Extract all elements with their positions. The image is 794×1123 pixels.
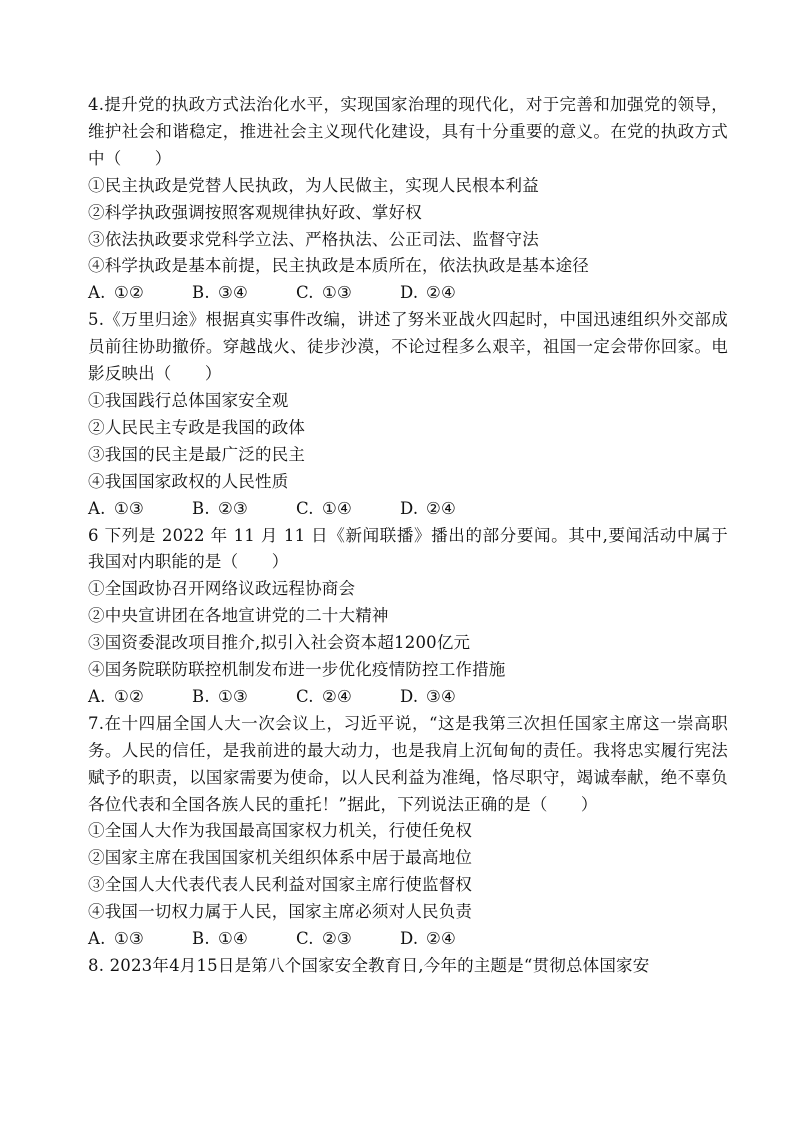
choice-a: A. ①② xyxy=(88,283,144,303)
choice-a: A. ①③ xyxy=(88,498,144,518)
statement-option: ①民主执政是党替人民执政，为人民做主，实现人民根本利益 xyxy=(88,175,539,195)
choice-a: A. ①③ xyxy=(88,929,144,949)
question-6 xyxy=(88,523,728,711)
answer-choices xyxy=(88,280,728,307)
statement-option: ②中央宣讲团在各地宣讲党的二十大精神 xyxy=(88,606,389,626)
choice-c: C. ①③ xyxy=(296,283,352,303)
statement-option: ①全国人大作为我国最高国家权力机关，行使任免权 xyxy=(88,821,473,841)
statement-option: ④我国国家政权的人民性质 xyxy=(88,471,289,491)
statement-option: ④国务院联防联控机制发布进一步优化疫情防控工作措施 xyxy=(88,660,506,680)
choice-b: B. ①④ xyxy=(192,929,248,949)
statement-option: ①全国政协召开网络议政远程协商会 xyxy=(88,579,356,599)
choice-b: B. ③④ xyxy=(192,283,248,303)
question-7 xyxy=(88,711,728,953)
choice-d: D. ②④ xyxy=(400,498,456,518)
statement-option: ④我国一切权力属于人民，国家主席必须对人民负责 xyxy=(88,902,473,922)
answer-choices xyxy=(88,684,728,711)
statement-option: ③全国人大代表代表人民利益对国家主席行使监督权 xyxy=(88,875,473,895)
question-stem: 7.在十四届全国人大一次会议上，习近平说，“这是我第三次担任国家主席这一崇高职务。人民的信任，是我前进的最大动力，也是我肩上沉甸甸的责任。我将忠实履行宪法赋予的职责，以国家需要为使命，以人民利益为准绳，恪尽职守，竭诚奉献，绝不辜负各位代表和全国各族人民的重托！”据此，下列说法正确的是（ ） xyxy=(88,713,728,814)
statement-option: ④科学执政是基本前提，民主执政是本质所在，依法执政是基本途径 xyxy=(88,256,589,276)
answer-choices xyxy=(88,496,728,523)
statement-option: ②国家主席在我国国家机关组织体系中居于最高地位 xyxy=(88,848,473,868)
choice-b: B. ②③ xyxy=(192,498,248,518)
choice-d: D. ②④ xyxy=(400,283,456,303)
question-4 xyxy=(88,92,728,307)
choice-c: C. ①④ xyxy=(296,498,352,518)
statement-option: ①我国践行总体国家安全观 xyxy=(88,390,289,410)
question-8-stem: 8. 2023年4月15日是第八个国家安全教育日,今年的主题是“贯彻总体国家安 xyxy=(88,956,650,975)
choice-b: B. ①③ xyxy=(192,686,248,706)
exam-page xyxy=(88,92,728,980)
question-stem: 5.《万里归途》根据真实事件改编，讲述了努米亚战火四起时，中国迅速组织外交部成员前往协助撤侨。穿越战火、徒步沙漠，不论过程多么艰辛，祖国一定会带你回家。电影反映出（ ） xyxy=(88,310,728,384)
statement-option: ②科学执政强调按照客观规律执好政、掌好权 xyxy=(88,202,422,222)
statement-option: ③依法执政要求党科学立法、严格执法、公正司法、监督守法 xyxy=(88,229,539,249)
answer-choices xyxy=(88,926,728,953)
choice-d: D. ②④ xyxy=(400,929,456,949)
statement-option: ③国资委混改项目推介,拟引入社会资本超1200亿元 xyxy=(88,633,471,653)
statement-option: ②人民民主专政是我国的政体 xyxy=(88,417,306,437)
question-5 xyxy=(88,307,728,522)
statement-option: ③我国的民主是最广泛的民主 xyxy=(88,444,306,464)
choice-c: C. ②④ xyxy=(296,686,352,706)
question-stem: 4.提升党的执政方式法治化水平，实现国家治理的现代化，对于完善和加强党的领导，维护社会和谐稳定，推进社会主义现代化建设，具有十分重要的意义。在党的执政方式中（ ） xyxy=(88,95,728,168)
choice-d: D. ③④ xyxy=(400,686,456,706)
choice-a: A. ①② xyxy=(88,686,144,706)
choice-c: C. ②③ xyxy=(296,929,352,949)
question-stem: 6 下列是 2022 年 11 月 11 日《新闻联播》播出的部分要闻。其中,要闻活动中属于我国对内职能的是（ ） xyxy=(88,525,728,572)
